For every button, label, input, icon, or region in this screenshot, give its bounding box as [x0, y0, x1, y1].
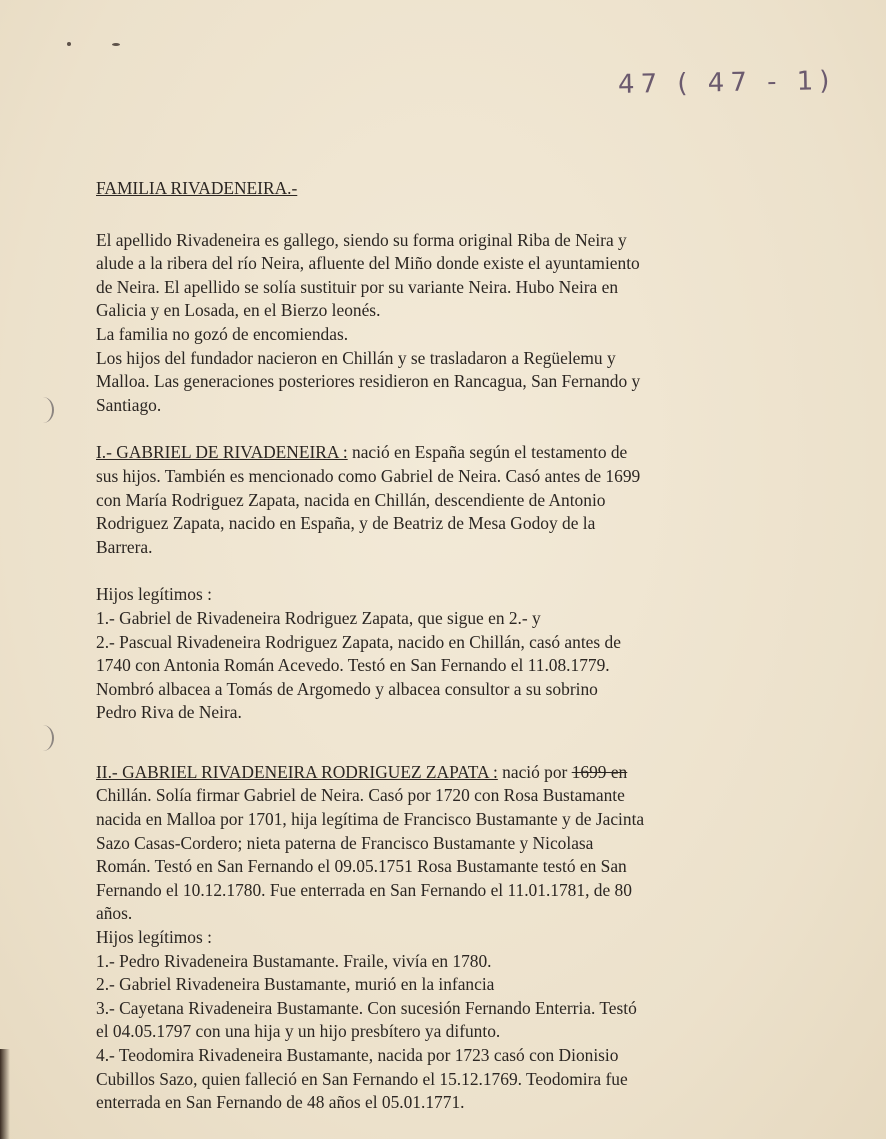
text-line: años. — [96, 903, 133, 924]
page-edge-shadow — [0, 1049, 10, 1139]
child-entry: 2.- Gabriel Rivadeneira Bustamante, murió en la infancia — [96, 974, 495, 995]
text-line: I.- GABRIEL DE RIVADENEIRA : nació en España según el testamento de — [96, 442, 628, 463]
ink-spot — [112, 43, 120, 46]
child-entry: 2.- Pascual Rivadeneira Rodriguez Zapata, nacido en Chillán, casó antes de — [96, 631, 621, 652]
text-line: Malloa. Las generaciones posteriores residieron en Rancagua, San Fernando y — [96, 371, 641, 392]
text-line: Galicia y en Losada, en el Bierzo leonés. — [96, 300, 381, 321]
document-body — [96, 177, 756, 1115]
text-line: de Neira. El apellido se solía sustituir por su variante Neira. Hubo Neira en — [96, 276, 619, 297]
handwritten-annotation: 47 ( 47 - 1) — [617, 66, 836, 100]
punch-hole — [32, 397, 54, 423]
text-line: con María Rodriguez Zapata, nacida en Chillán, descendiente de Antonio — [96, 489, 606, 510]
text-line: Santiago. — [96, 394, 162, 415]
text-line: 1740 con Antonia Román Acevedo. Testó en San Fernando el 11.08.1779. — [96, 655, 610, 676]
section-2 — [96, 761, 756, 1115]
punch-hole — [32, 725, 54, 751]
children-label: Hijos legítimos : — [96, 927, 212, 948]
section-2-heading: II.- GABRIEL RIVADENEIRA RODRIGUEZ ZAPATA : — [96, 761, 498, 782]
child-entry: 3.- Cayetana Rivadeneira Bustamante. Con sucesión Fernando Enterria. Testó — [96, 997, 637, 1018]
child-entry: 4.- Teodomira Rivadeneira Bustamante, nacida por 1723 casó con Dionisio — [96, 1045, 619, 1065]
text-line: La familia no gozó de encomiendas. — [96, 323, 349, 344]
text-line: Sazo Casas-Cordero; nieta paterna de Francisco Bustamante y Nicolasa — [96, 832, 594, 853]
section-1-heading: I.- GABRIEL DE RIVADENEIRA : — [96, 442, 348, 463]
text-line: sus hijos. También es mencionado como Gabriel de Neira. Casó antes de 1699 — [96, 465, 641, 486]
text-line: alude a la ribera del río Neira, afluente del Miño donde existe el ayuntamiento — [96, 253, 640, 274]
text-line: Barrera. — [96, 536, 153, 557]
text-line: Chillán. Solía firmar Gabriel de Neira. Casó por 1720 con Rosa Bustamante — [96, 785, 625, 806]
text-line: Román. Testó en San Fernando el 09.05.1751 Rosa Bustamante testó en San — [96, 856, 627, 877]
text-line: nacida en Malloa por 1701, hija legítima de Francisco Bustamante y de Jacinta — [96, 809, 645, 830]
text-line: Pedro Riva de Neira. — [96, 702, 242, 723]
text-line: El apellido Rivadeneira es gallego, siendo su forma original Riba de Neira y — [96, 229, 627, 250]
intro-paragraph — [96, 229, 756, 418]
struck-text: 1699 en — [571, 761, 628, 782]
text-line: II.- GABRIEL RIVADENEIRA RODRIGUEZ ZAPATA : nació por 1699 en — [96, 761, 628, 782]
text-line: Nombró albacea a Tomás de Argomedo y albacea consultor a su sobrino — [96, 678, 598, 699]
text-line: Cubillos Sazo, quien falleció en San Fernando el 15.12.1769. Teodomira fue — [96, 1068, 628, 1089]
section-1 — [96, 441, 756, 725]
ink-spot — [67, 42, 71, 46]
text-line: Rodriguez Zapata, nacido en España, y de Beatriz de Mesa Godoy de la — [96, 513, 596, 534]
text-line: Los hijos del fundador nacieron en Chillán y se trasladaron a Regüelemu y — [96, 347, 616, 368]
text-line: enterrada en San Fernando de 48 años el 05.01.1771. — [96, 1092, 465, 1113]
child-entry: 1.- Gabriel de Rivadeneira Rodriguez Zapata, que sigue en 2.- y — [96, 607, 541, 628]
child-entry: 1.- Pedro Rivadeneira Bustamante. Fraile, vivía en 1780. — [96, 950, 492, 971]
page-title: FAMILIA RIVADENEIRA.- — [96, 178, 298, 198]
text-line: Fernando el 10.12.1780. Fue enterrada en San Fernando el 11.01.1781, de 80 — [96, 879, 632, 900]
children-label: Hijos legítimos : — [96, 584, 212, 605]
text-line: el 04.05.1797 con una hija y un hijo presbítero ya difunto. — [96, 1021, 501, 1042]
